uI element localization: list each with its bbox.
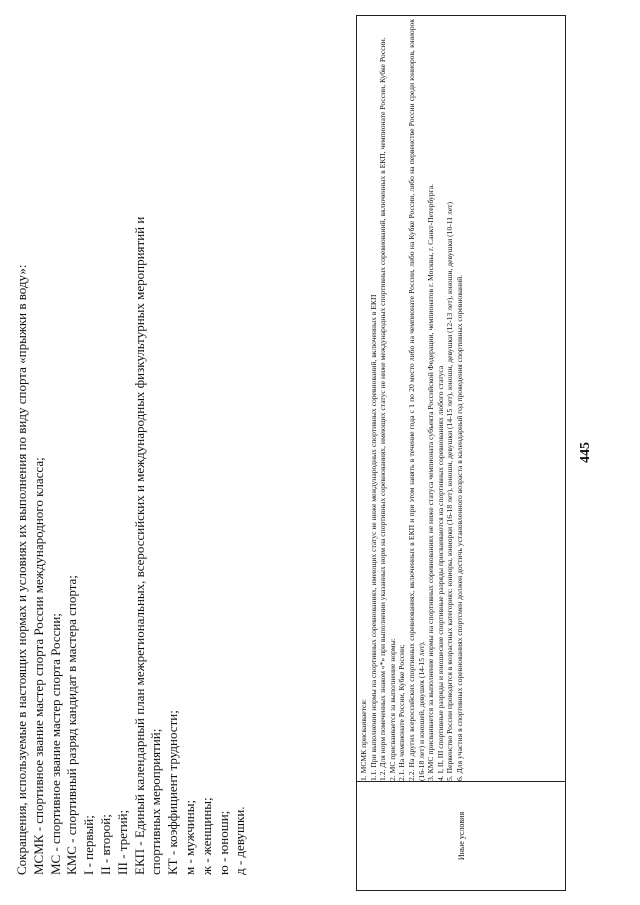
abbreviations-heading: Сокращения, используемые в настоящих нормах и условиях их выполнения по виду спорта «прыжки в воду»:: [14, 264, 29, 875]
abbreviation-line: м - мужчины;: [181, 799, 197, 875]
condition-item: 1.1. При выполнении нормы на спортивных соревнованиях, имеющих статус не ниже международных спортивных соревнований, включенных в ЕКП: [368, 294, 378, 781]
abbreviation-line: КТ - коэффициент трудности;: [165, 710, 181, 875]
abbreviation-line: III - третий;: [114, 809, 130, 875]
condition-item: 2.2. На других всероссийских спортивных соревнованиях, включенных в ЕКП и при этом занять в течение года с 1 по 20 место либо на чемпионате России, либо на Кубке России, либо на первенстве России среди юниоров, юниорок (16-18 лет) и юношей, девушек (14-15 лет).: [406, 19, 426, 781]
condition-item: 2.1. На чемпионате России, Кубке России;: [397, 644, 407, 781]
row-label-text: Иные условия: [456, 811, 466, 861]
abbreviation-line: ЕКП - Единый календарный план межрегиональных, всероссийских и международных физкультурных мероприятий и: [131, 216, 147, 875]
condition-item: 1.2. Для норм помеченных знаком «*» при выполнении указанных норм на спортивных соревнованиях, имеющих статус не ниже международных спортивных соревнований, включенных в ЕКП, чемпионате России, Кубке России.: [378, 37, 388, 781]
abbreviation-line: ж - женщины;: [198, 797, 214, 875]
condition-item: 2. МС присваивается за выполнение нормы:: [387, 638, 397, 781]
condition-item: 5. Первенство России проводится в возрастных категориях: юниоры, юниорки (16-18 лет), юноши, девушки (14-15 лет), юноши, девушки (12-13 лет), юноши, девушки (10-11 лет): [445, 202, 455, 781]
abbreviation-line: д - девушки.: [232, 806, 248, 875]
conditions-table: [356, 15, 566, 891]
abbreviation-line: I - первый;: [81, 815, 97, 875]
condition-item: 4. I, II, III спортивные разряды и юношеские спортивные разряды присваиваются на спортивных соревнованиях любого статуса: [435, 365, 445, 781]
abbreviation-line: КМС - спортивный разряд кандидат в мастера спорта;: [64, 575, 80, 875]
abbreviation-line: МС - спортивное звание мастер спорта России;: [47, 613, 63, 875]
abbreviation-line: ю - юноши;: [215, 810, 231, 875]
abbreviation-line: II - второй;: [97, 814, 113, 875]
condition-item: 6. Для участия в спортивных соревнованиях спортсмен должен достичь установленного возраста в календарный год проведения спортивных соревнований.: [454, 274, 464, 781]
page-number: 445: [578, 442, 593, 463]
abbreviations-list: [14, 15, 352, 875]
condition-item: 3. КМС присваивается за выполнение нормы на спортивных соревнованиях не ниже статуса чемпионата субъекта Российской Федерации, чемпионатов г. Москвы, г. Санкт-Петербурга.: [426, 183, 436, 781]
table-row-content: [359, 19, 563, 781]
table-row-label: [357, 781, 565, 890]
abbreviation-line: МСМК - спортивное звание мастер спорта России международного класса;: [30, 457, 46, 875]
condition-item: 1. МСМК присваивается:: [359, 699, 368, 781]
abbreviation-line: спортивных мероприятий;: [148, 728, 164, 875]
